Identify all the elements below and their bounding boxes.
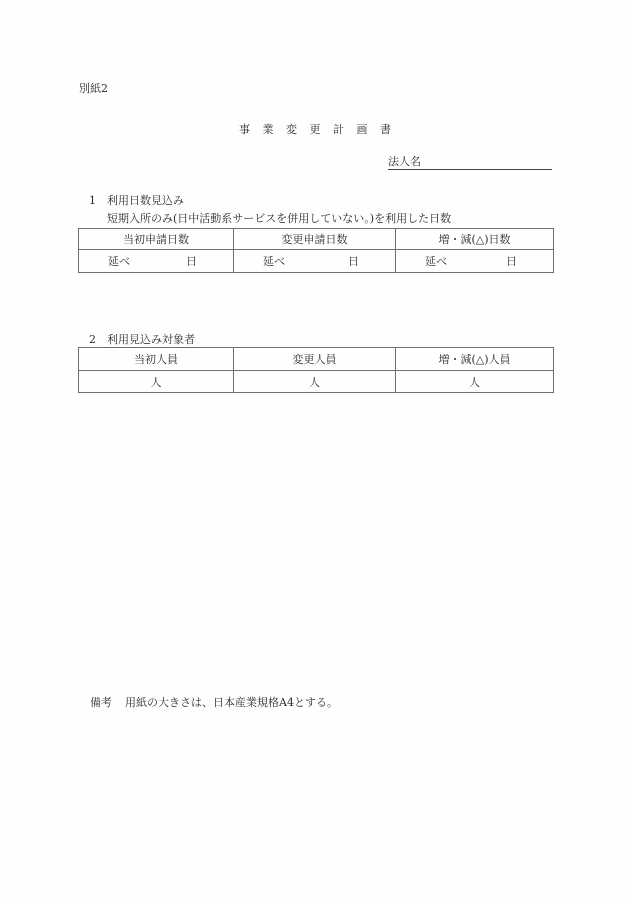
remarks [90, 694, 338, 710]
header-changed-days: 変更申請日数 [234, 229, 396, 250]
diff-days-cell[interactable] [396, 250, 554, 273]
unit-label: 人 [150, 375, 162, 389]
unit-label: 日 [506, 255, 517, 268]
changed-days-cell[interactable] [234, 250, 396, 273]
header-diff-days: 増・減(△)日数 [396, 229, 554, 250]
section1-title: 利用日数見込み [107, 194, 184, 207]
table-header-row [79, 348, 554, 371]
document-title: 事業変更計画書 [239, 123, 404, 136]
header-initial-persons: 当初人員 [79, 348, 234, 371]
changed-persons-cell[interactable] [234, 371, 396, 393]
usage-days-table [78, 228, 554, 273]
unit-label: 日 [186, 255, 197, 268]
initial-days-cell[interactable] [79, 250, 234, 273]
corporation-name-label: 法人名 [388, 155, 421, 168]
prefix-label: 延べ [108, 255, 130, 268]
table-header-row [79, 229, 554, 250]
header-changed-persons: 変更人員 [234, 348, 396, 371]
section2-number: 2 [89, 333, 96, 346]
prefix-label: 延べ [263, 255, 285, 268]
section2-title: 利用見込み対象者 [107, 333, 195, 346]
unit-label: 日 [348, 255, 359, 268]
remarks-text: 用紙の大きさは、日本産業規格A4とする。 [125, 696, 338, 709]
section1-subheading: 短期入所のみ(日中活動系サービスを併用していない。)を利用した日数 [107, 212, 452, 225]
header-diff-persons: 増・減(△)人員 [396, 348, 554, 371]
unit-label: 人 [469, 375, 480, 389]
section2-heading [89, 333, 195, 347]
table-row [79, 371, 554, 393]
target-persons-table [78, 347, 554, 393]
section1-number: 1 [89, 194, 96, 207]
initial-persons-cell[interactable] [79, 371, 234, 393]
table-row [79, 250, 554, 273]
header-initial-days: 当初申請日数 [79, 229, 234, 250]
unit-label: 人 [309, 375, 320, 389]
attachment-label: 別紙2 [79, 82, 108, 95]
diff-persons-cell[interactable] [396, 371, 554, 393]
prefix-label: 延べ [425, 255, 447, 268]
remarks-label: 備考 [90, 696, 112, 709]
section1-heading [89, 194, 184, 208]
corporation-name-field[interactable] [388, 155, 552, 170]
